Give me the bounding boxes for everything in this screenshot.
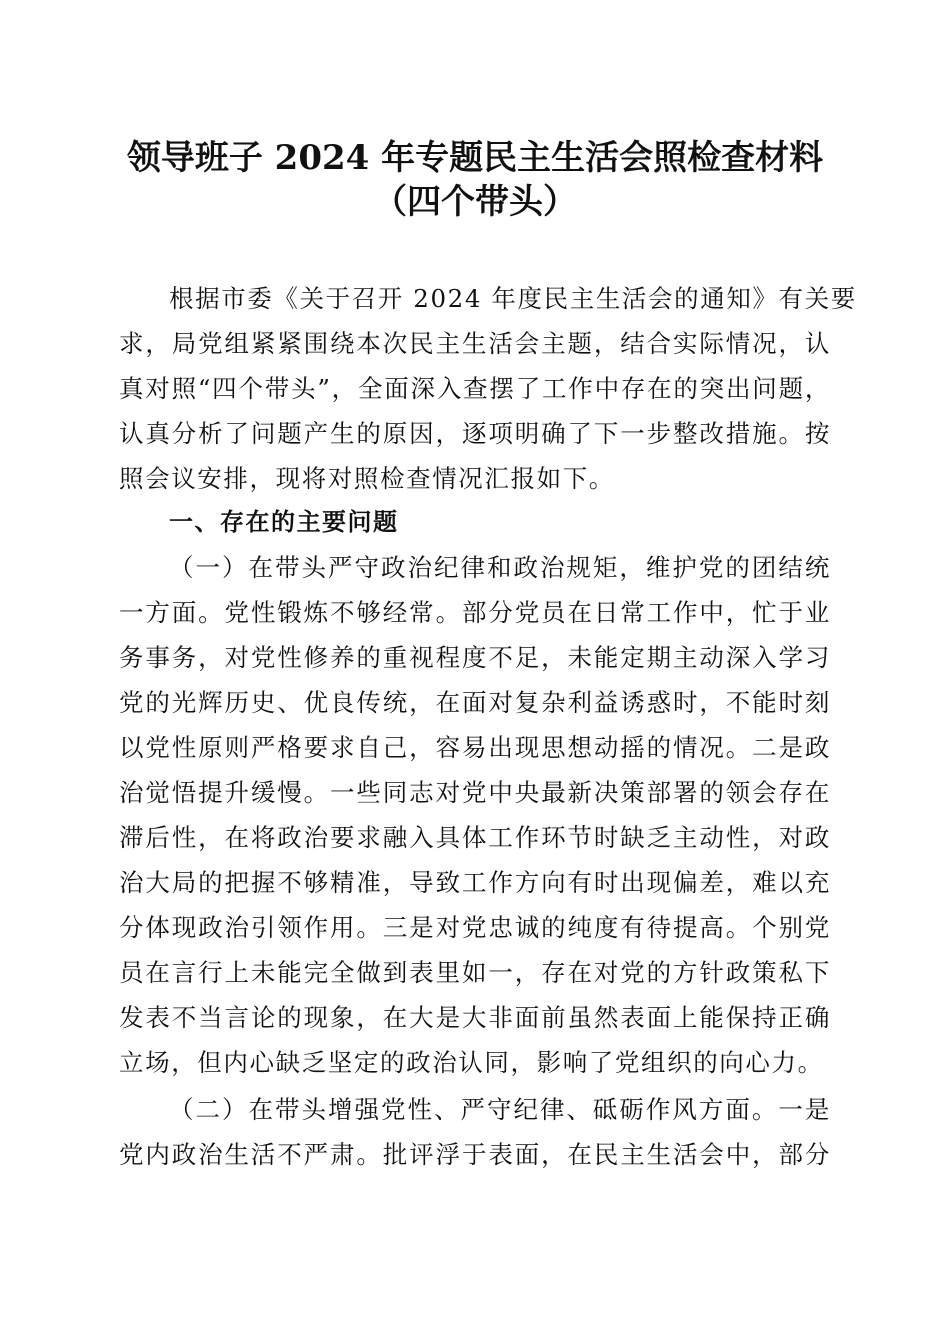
paragraph-line: 认真分析了问题产生的原因，逐项明确了下一步整改措施。按	[119, 419, 831, 448]
intro-paragraph	[119, 276, 857, 501]
paragraph-line: 分体现政治引领作用。三是对党忠诚的纯度有待提高。个别党	[119, 913, 831, 942]
paragraph-line: 滞后性，在将政治要求融入具体工作环节时缺乏主动性，对政	[119, 823, 831, 852]
paragraph-line: （二）在带头增强党性、严守纪律、砥砺作风方面。一是	[169, 1095, 831, 1124]
paragraph-line: （一）在带头严守政治纪律和政治规矩，维护党的团结统	[169, 553, 831, 582]
paragraph-line: 一方面。党性锻炼不够经常。部分党员在日常工作中，忙于业	[119, 598, 831, 627]
section-heading: 一、存在的主要问题	[169, 508, 399, 536]
paragraph-line: 求，局党组紧紧围绕本次民主生活会主题，结合实际情况，认	[119, 329, 831, 358]
paragraph-line: 员在言行上未能完全做到表里如一，存在对党的方针政策私下	[119, 958, 831, 987]
paragraph-line: 治觉悟提升缓慢。一些同志对党中央最新决策部署的领会存在	[119, 778, 831, 807]
paragraph-line: 以党性原则严格要求自己，容易出现思想动摇的情况。二是政	[119, 733, 831, 762]
paragraph-line: 发表不当言论的现象，在大是大非面前虽然表面上能保持正确	[119, 1003, 831, 1032]
paragraph-line: 党内政治生活不严肃。批评浮于表面，在民主生活会中，部分	[119, 1140, 831, 1169]
document-title: 领导班子 2024 年专题民主生活会照检查材料	[126, 138, 824, 178]
paragraph-line: 立场，但内心缺乏坚定的政治认同，影响了党组织的向心力。	[119, 1048, 824, 1077]
paragraph-line: 务事务，对党性修养的重视程度不足，未能定期主动深入学习	[119, 643, 831, 672]
problem-paragraph-1	[119, 545, 831, 1085]
document-subtitle: （四个带头）	[373, 182, 577, 222]
paragraph-line: 治大局的把握不够精准，导致工作方向有时出现偏差，难以充	[119, 868, 831, 897]
paragraph-line: 真对照“四个带头”，全面深入查摆了工作中存在的突出问题，	[119, 374, 831, 403]
paragraph-line: 照会议安排，现将对照检查情况汇报如下。	[119, 464, 615, 493]
paragraph-line: 党的光辉历史、优良传统，在面对复杂利益诱惑时，不能时刻	[119, 688, 831, 717]
paragraph-line: 根据市委《关于召开 2024 年度民主生活会的通知》有关要	[169, 284, 857, 313]
problem-paragraph-2	[119, 1087, 831, 1177]
